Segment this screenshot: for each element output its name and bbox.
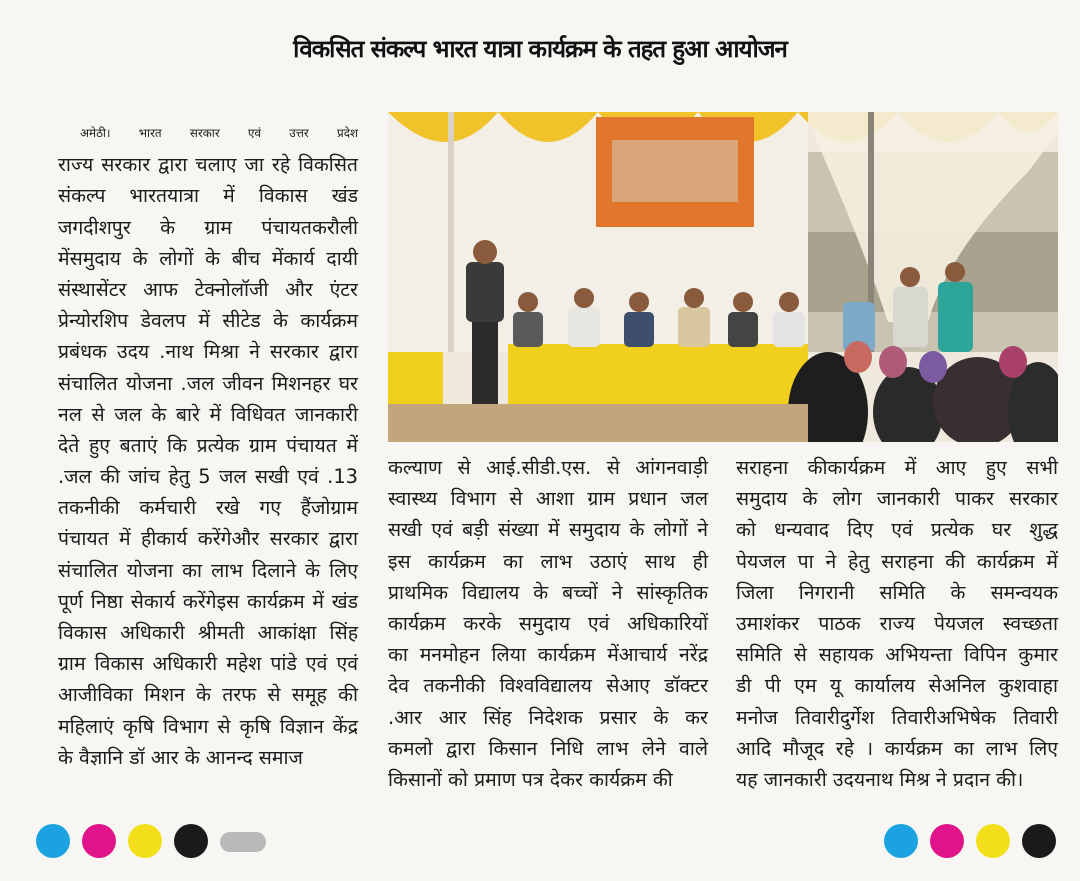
text-line: समिति से सहायक अभियन्ता विपिन कुमार xyxy=(736,643,1058,667)
text-line: प्राथमिक विद्यालय के बच्चों ने सांस्कृतिक xyxy=(388,580,708,604)
text-line: महिलाएं कृषि विभाग से कृषि विज्ञान केंद्र xyxy=(58,714,358,738)
text-line: पंचायत में हीकार्य करेंगेऔर सरकार द्वारा xyxy=(58,527,358,551)
text-line: ग्राम विकास अधिकारी महेश पांडे एवं एवं xyxy=(58,652,358,676)
text-line: सराहना कीकार्यक्रम में आए हुए सभी xyxy=(736,456,1058,479)
text-line: .आर आर सिंह निदेशक प्रसार के कर xyxy=(388,705,708,729)
text-line: जिला निगरानी समिति के समन्वयक xyxy=(736,580,1058,604)
text-line: संस्थासेंटर आफ टेक्नोलॉजी और एंटर xyxy=(58,277,358,301)
article-column-2 xyxy=(388,452,708,795)
magenta-registration-dot xyxy=(82,824,116,858)
text-line: मनोज तिवारीदुर्गेश तिवारीअभिषेक तिवारी xyxy=(736,705,1058,729)
text-line: संचालित योजना .जल जीवन मिशनहर घर xyxy=(58,371,358,395)
text-line: यह जानकारी उदयनाथ मिश्र ने प्रदान की। xyxy=(736,767,1024,791)
text-line: कमलो द्वारा किसान निधि लाभ लेने वाले xyxy=(388,736,708,760)
text-line: का मनमोहन लिया कार्यक्रम मेंआचार्य नरेंद्र xyxy=(388,643,708,667)
event-photo xyxy=(388,112,1058,442)
black-registration-dot xyxy=(1022,824,1056,858)
article-column-3 xyxy=(736,452,1058,795)
text-line: डी पी एम यू कार्यालय सेअनिल कुशवाहा xyxy=(736,674,1058,698)
text-line: संचालित योजना का लाभ दिलाने के लिए xyxy=(58,558,358,582)
black-registration-dot xyxy=(174,824,208,858)
text-line: देव तकनीकी विश्वविद्यालय सेआए डॉक्टर xyxy=(388,674,708,698)
text-line: .जल की जांच हेतु 5 जल सखी एवं .13 xyxy=(58,465,358,489)
text-line: स्वास्थ्य विभाग से आशा ग्राम प्रधान जल xyxy=(388,487,708,511)
text-line: के वैज्ञानि डॉ आर के आनन्द समाज xyxy=(58,745,303,769)
article-column-1 xyxy=(58,118,358,773)
text-line: नल से जल के बारे में विधिवत जानकारी xyxy=(58,402,358,426)
text-line: मेंसमुदाय के लोगों के बीच मेंकार्य दायी xyxy=(58,246,358,270)
text-line: तकनीकी कर्मचारी रखे गए हैंजोग्राम xyxy=(58,496,358,520)
text-line: विकास अधिकारी श्रीमती आकांक्षा सिंह xyxy=(58,621,358,644)
text-line: कल्याण से आई.सीडी.एस. से आंगनवाड़ी xyxy=(388,456,708,479)
text-line: पूर्ण निष्ठा सेकार्य करेंगेइस कार्यक्रम में खंड xyxy=(58,589,358,613)
cyan-registration-dot xyxy=(884,824,918,858)
text-line: कार्यक्रम करके समुदाय एवं अधिकारियों xyxy=(388,611,708,635)
text-line: आदि मौजूद रहे । कार्यक्रम का लाभ लिए xyxy=(736,736,1058,760)
yellow-registration-dot xyxy=(128,824,162,858)
text-line: राज्य सरकार द्वारा चलाए जा रहे विकसित xyxy=(58,153,358,177)
gray-registration-bar xyxy=(220,832,266,852)
text-line: देते हुए बताएं कि प्रत्येक ग्राम पंचायत में xyxy=(58,433,358,457)
text-line: पेयजल पा ने हेतु सराहना की कार्यक्रम में xyxy=(736,549,1058,573)
cyan-registration-dot xyxy=(36,824,70,858)
text-line: आजीविका मिशन के तरफ से समूह की xyxy=(58,683,358,707)
magenta-registration-dot xyxy=(930,824,964,858)
text-line: को धन्यवाद दिए एवं प्रत्येक घर शुद्ध xyxy=(736,518,1058,542)
text-line: उमाशंकर पाठक राज्य पेयजल स्वच्छता xyxy=(736,611,1058,635)
yellow-registration-dot xyxy=(976,824,1010,858)
text-line: संकल्प भारतयात्रा में विकास खंड xyxy=(58,184,358,208)
text-line: सखी एवं बड़ी संख्या में समुदाय के लोगों ने xyxy=(388,518,708,542)
text-line: इस कार्यक्रम का लाभ उठाएं साथ ही xyxy=(388,549,708,573)
text-line: प्रबंधक उदय .नाथ मिश्रा ने सरकार द्वारा xyxy=(58,340,358,364)
text-line: अमेठी। भारत सरकार एवं उत्तर प्रदेश xyxy=(80,126,358,140)
text-line: समुदाय के लोग जानकारी पाकर सरकार xyxy=(736,487,1058,511)
text-line: जगदीशपुर के ग्राम पंचायतकरौली xyxy=(58,215,358,239)
text-line: प्रेन्योरशिप डेवलप में सीटेड के कार्यक्रम xyxy=(58,309,358,333)
text-line: किसानों को प्रमाण पत्र देकर कार्यक्रम की xyxy=(388,767,673,791)
headline: विकसित संकल्प भारत यात्रा कार्यक्रम के तहत हुआ आयोजन xyxy=(293,35,787,63)
